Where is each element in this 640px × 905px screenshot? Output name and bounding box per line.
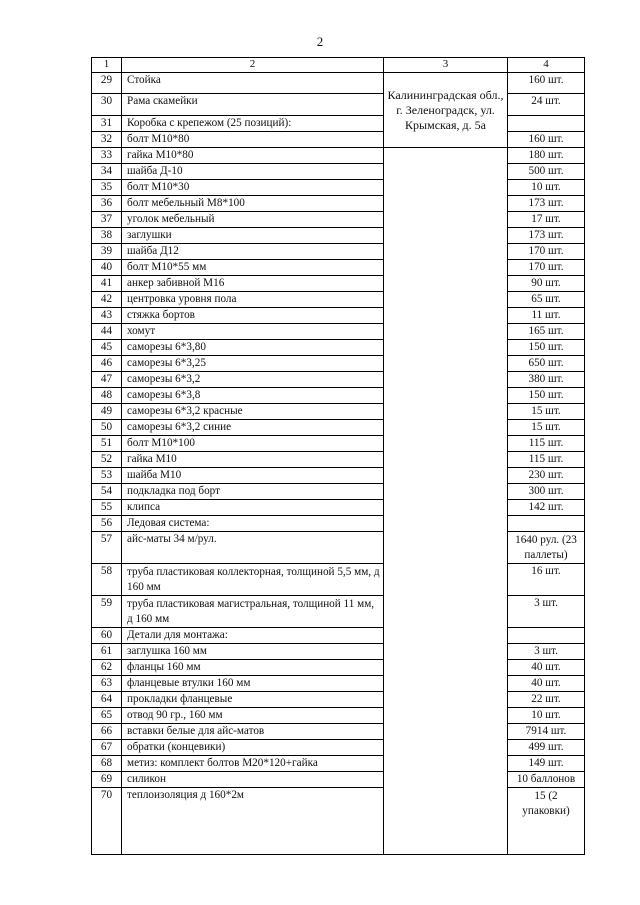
item-name: заглушки <box>122 228 384 244</box>
item-name: шайба М10 <box>122 468 384 484</box>
item-name: шайба Д12 <box>122 244 384 260</box>
row-number: 49 <box>92 404 122 420</box>
item-quantity: 16 шт. <box>508 564 585 596</box>
table-row <box>92 356 585 372</box>
item-name: саморезы 6*3,25 <box>122 356 384 372</box>
item-name: шайба Д-10 <box>122 164 384 180</box>
row-number: 66 <box>92 724 122 740</box>
row-number: 37 <box>92 212 122 228</box>
table-row <box>92 132 585 148</box>
item-name: айс-маты 34 м/рул. <box>122 532 384 564</box>
item-quantity: 22 шт. <box>508 692 585 708</box>
item-name: хомут <box>122 324 384 340</box>
header-cell-3: 3 <box>384 58 508 73</box>
item-quantity: 15 шт. <box>508 420 585 436</box>
item-name: центровка уровня пола <box>122 292 384 308</box>
row-number: 55 <box>92 500 122 516</box>
row-number: 52 <box>92 452 122 468</box>
row-number: 53 <box>92 468 122 484</box>
item-quantity: 500 шт. <box>508 164 585 180</box>
item-name: Стойка <box>122 73 384 94</box>
row-number: 39 <box>92 244 122 260</box>
item-name: подкладка под борт <box>122 484 384 500</box>
row-number: 33 <box>92 148 122 164</box>
table-row <box>92 308 585 324</box>
row-number: 45 <box>92 340 122 356</box>
row-number: 67 <box>92 740 122 756</box>
item-quantity: 1640 рул. (23 паллеты) <box>508 532 585 564</box>
row-number: 48 <box>92 388 122 404</box>
item-quantity: 150 шт. <box>508 388 585 404</box>
item-quantity: 15 шт. <box>508 404 585 420</box>
item-quantity: 170 шт. <box>508 244 585 260</box>
table-row <box>92 228 585 244</box>
row-number: 44 <box>92 324 122 340</box>
table-row <box>92 196 585 212</box>
table-row <box>92 676 585 692</box>
item-quantity: 160 шт. <box>508 73 585 94</box>
item-quantity: 115 шт. <box>508 436 585 452</box>
table-row <box>92 644 585 660</box>
row-number: 31 <box>92 116 122 132</box>
table-row <box>92 436 585 452</box>
row-number: 36 <box>92 196 122 212</box>
item-name: Рама скамейки <box>122 94 384 116</box>
table-row <box>92 724 585 740</box>
table-row <box>92 164 585 180</box>
row-number: 57 <box>92 532 122 564</box>
row-number: 29 <box>92 73 122 94</box>
item-quantity: 17 шт. <box>508 212 585 228</box>
item-quantity: 165 шт. <box>508 324 585 340</box>
item-name: труба пластиковая коллекторная, толщиной 5,5 мм, д 160 мм <box>122 564 384 596</box>
table-body <box>92 58 585 855</box>
item-quantity: 173 шт. <box>508 196 585 212</box>
item-name: гайка М10*80 <box>122 148 384 164</box>
row-number: 38 <box>92 228 122 244</box>
delivery-address: Калининградская обл., г. Зеленоградск, ул. Крымская, д. 5а <box>384 73 508 148</box>
item-name: заглушка 160 мм <box>122 644 384 660</box>
item-quantity <box>508 516 585 532</box>
item-quantity: 150 шт. <box>508 340 585 356</box>
item-quantity: 7914 шт. <box>508 724 585 740</box>
item-quantity <box>508 628 585 644</box>
item-name: саморезы 6*3,2 синие <box>122 420 384 436</box>
row-number: 51 <box>92 436 122 452</box>
table-row <box>92 94 585 116</box>
row-number: 61 <box>92 644 122 660</box>
item-name: саморезы 6*3,2 красные <box>122 404 384 420</box>
row-number: 60 <box>92 628 122 644</box>
table-row <box>92 708 585 724</box>
item-quantity: 142 шт. <box>508 500 585 516</box>
page-number: 2 <box>316 34 324 49</box>
item-name: саморезы 6*3,8 <box>122 388 384 404</box>
header-row <box>92 58 585 73</box>
table-row <box>92 692 585 708</box>
table-row <box>92 292 585 308</box>
table-row <box>92 484 585 500</box>
item-quantity: 230 шт. <box>508 468 585 484</box>
table-row <box>92 420 585 436</box>
item-quantity: 650 шт. <box>508 356 585 372</box>
item-quantity: 3 шт. <box>508 596 585 628</box>
row-number: 34 <box>92 164 122 180</box>
item-name: метиз: комплект болтов М20*120+гайка <box>122 756 384 772</box>
row-number: 69 <box>92 772 122 788</box>
table-row <box>92 532 585 564</box>
table-row <box>92 404 585 420</box>
row-number: 65 <box>92 708 122 724</box>
item-quantity: 115 шт. <box>508 452 585 468</box>
item-quantity: 65 шт. <box>508 292 585 308</box>
item-name: отвод 90 гр., 160 мм <box>122 708 384 724</box>
table-row <box>92 516 585 532</box>
item-quantity: 180 шт. <box>508 148 585 164</box>
table-row <box>92 340 585 356</box>
table-row <box>92 372 585 388</box>
item-quantity: 173 шт. <box>508 228 585 244</box>
table-row <box>92 116 585 132</box>
row-number: 59 <box>92 596 122 628</box>
table-row <box>92 324 585 340</box>
table-row <box>92 564 585 596</box>
item-quantity: 499 шт. <box>508 740 585 756</box>
row-number: 63 <box>92 676 122 692</box>
item-name: прокладки фланцевые <box>122 692 384 708</box>
table-row <box>92 212 585 228</box>
header-cell-4: 4 <box>508 58 585 73</box>
item-quantity: 380 шт. <box>508 372 585 388</box>
item-quantity: 3 шт. <box>508 644 585 660</box>
row-number: 47 <box>92 372 122 388</box>
table-row <box>92 756 585 772</box>
item-name: Ледовая система: <box>122 516 384 532</box>
item-name: гайка М10 <box>122 452 384 468</box>
item-name: силикон <box>122 772 384 788</box>
row-number: 46 <box>92 356 122 372</box>
table-row <box>92 660 585 676</box>
row-number: 42 <box>92 292 122 308</box>
item-quantity: 160 шт. <box>508 132 585 148</box>
item-name: саморезы 6*3,2 <box>122 372 384 388</box>
item-name: клипса <box>122 500 384 516</box>
row-number: 32 <box>92 132 122 148</box>
item-quantity: 15 (2 упаковки) <box>508 788 585 855</box>
item-quantity: 300 шт. <box>508 484 585 500</box>
table-row <box>92 628 585 644</box>
item-name: вставки белые для айс-матов <box>122 724 384 740</box>
item-name: стяжка бортов <box>122 308 384 324</box>
item-quantity: 40 шт. <box>508 676 585 692</box>
row-number: 64 <box>92 692 122 708</box>
row-number: 62 <box>92 660 122 676</box>
item-quantity: 10 шт. <box>508 708 585 724</box>
item-name: уголок мебельный <box>122 212 384 228</box>
row-number: 50 <box>92 420 122 436</box>
item-quantity: 40 шт. <box>508 660 585 676</box>
table-row <box>92 180 585 196</box>
table-row <box>92 452 585 468</box>
table-row <box>92 596 585 628</box>
materials-table <box>91 57 585 855</box>
address-column-cell <box>384 148 508 855</box>
item-quantity: 149 шт. <box>508 756 585 772</box>
item-quantity: 11 шт. <box>508 308 585 324</box>
item-name: болт М10*55 мм <box>122 260 384 276</box>
table-row <box>92 772 585 788</box>
row-number: 54 <box>92 484 122 500</box>
table-row <box>92 73 585 94</box>
row-number: 58 <box>92 564 122 596</box>
row-number: 43 <box>92 308 122 324</box>
table-row <box>92 244 585 260</box>
table-row <box>92 788 585 855</box>
item-name: обратки (концевики) <box>122 740 384 756</box>
item-name: болт М10*30 <box>122 180 384 196</box>
table-row <box>92 500 585 516</box>
header-cell-1: 1 <box>92 58 122 73</box>
row-number: 68 <box>92 756 122 772</box>
item-quantity: 90 шт. <box>508 276 585 292</box>
item-name: саморезы 6*3,80 <box>122 340 384 356</box>
item-quantity: 10 шт. <box>508 180 585 196</box>
item-quantity: 10 баллонов <box>508 772 585 788</box>
row-number: 70 <box>92 788 122 855</box>
item-quantity: 170 шт. <box>508 260 585 276</box>
row-number: 30 <box>92 94 122 116</box>
item-quantity <box>508 116 585 132</box>
item-name: анкер забивной М16 <box>122 276 384 292</box>
row-number: 40 <box>92 260 122 276</box>
table-row <box>92 276 585 292</box>
table-row <box>92 388 585 404</box>
item-name: болт мебельный М8*100 <box>122 196 384 212</box>
item-name: фланцы 160 мм <box>122 660 384 676</box>
item-name: болт М10*100 <box>122 436 384 452</box>
row-number: 41 <box>92 276 122 292</box>
table-row <box>92 148 585 164</box>
item-name: Детали для монтажа: <box>122 628 384 644</box>
row-number: 35 <box>92 180 122 196</box>
item-quantity: 24 шт. <box>508 94 585 116</box>
item-name: труба пластиковая магистральная, толщиной 11 мм, д 160 мм <box>122 596 384 628</box>
row-number: 56 <box>92 516 122 532</box>
table-row <box>92 260 585 276</box>
table-row <box>92 468 585 484</box>
table-row <box>92 740 585 756</box>
header-cell-2: 2 <box>122 58 384 73</box>
item-name: Коробка с крепежом (25 позиций): <box>122 116 384 132</box>
item-name: болт М10*80 <box>122 132 384 148</box>
item-name: фланцевые втулки 160 мм <box>122 676 384 692</box>
item-name: теплоизоляция д 160*2м <box>122 788 384 855</box>
